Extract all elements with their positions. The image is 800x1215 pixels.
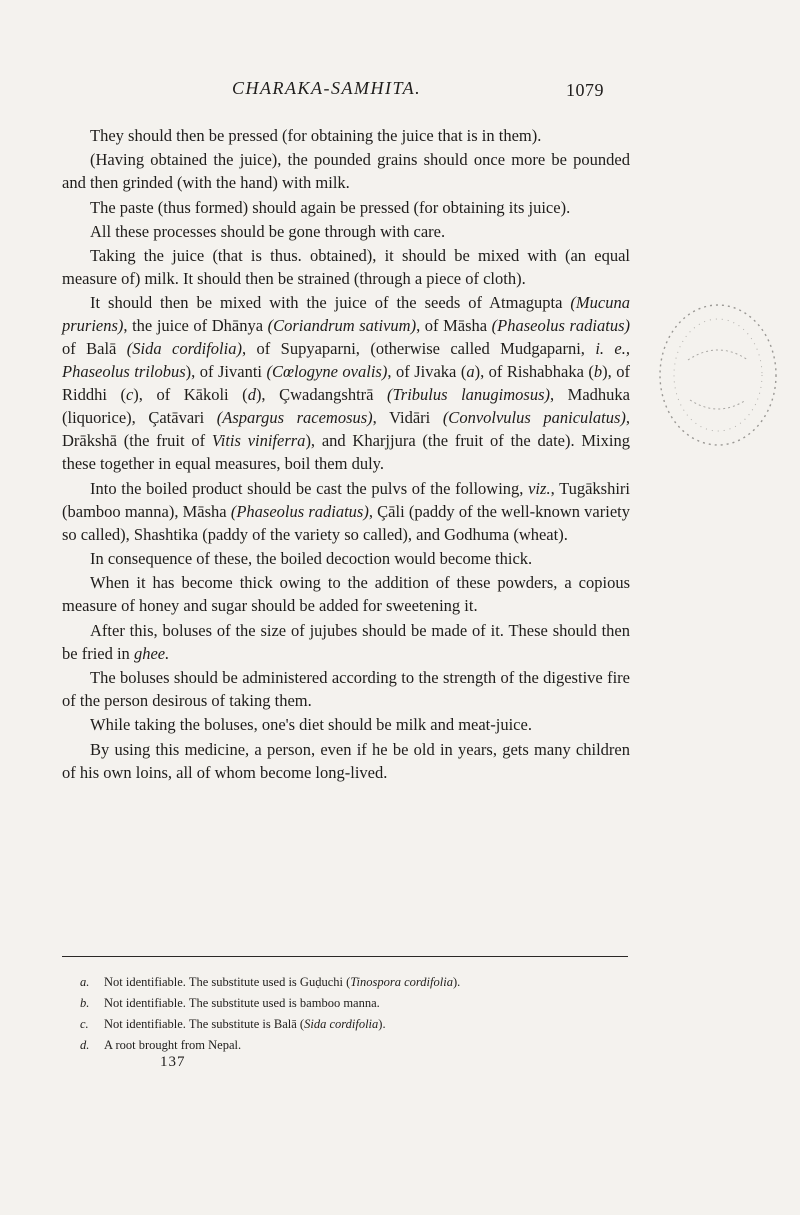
text-run: (Having obtained the juice), the pounded grains should once more be pounded and then grinded (with the hand) with milk. — [62, 150, 630, 193]
body-paragraph — [62, 196, 630, 219]
text-run: Not identifiable. The substitute is Balā ( — [104, 1017, 305, 1031]
italic-text: (Aspargus racemosus) — [216, 408, 373, 428]
text-run: ). — [452, 975, 461, 989]
footnote-mark: a. — [80, 975, 90, 989]
italic-text: (Mucuna pruriens) — [62, 293, 630, 336]
text-run: , Çāli (paddy of the well-known variety so called), Shashtika (paddy of the variety so called), and Godhuma (wheat). — [62, 501, 630, 544]
footnotes — [80, 972, 620, 1056]
italic-text: (Coriandrum sativum) — [267, 316, 417, 336]
body-paragraph — [62, 547, 630, 570]
text-run: , Tugākshiri (bamboo manna), Māsha — [62, 478, 631, 521]
text-run: By using this medicine, a person, even if he be old in years, gets many children of his own loins, all of whom become long-lived. — [62, 739, 630, 782]
footnote-text — [104, 996, 380, 1010]
text-run: ), of Jivanti — [185, 362, 267, 382]
text-run: ). — [378, 1017, 386, 1031]
footnote-text — [104, 1038, 241, 1052]
text-run: The paste (thus formed) should again be pressed (for obtaining its juice). — [90, 197, 571, 217]
footnote-mark: c. — [80, 1017, 89, 1031]
italic-text: viz. — [528, 478, 551, 498]
italic-text: i. e., Phaseolus trilobus — [62, 339, 631, 382]
text-run: It should then be mixed with the juice of the seeds of Atmagupta — [90, 293, 571, 313]
text-run: They should then be pressed (for obtaining the juice that is in them). — [90, 126, 542, 145]
text-run: ), of Rishabhaka ( — [474, 362, 594, 382]
body-paragraph — [62, 713, 630, 736]
footnote-divider — [62, 956, 628, 957]
text-run: , Vidāri — [372, 408, 443, 428]
italic-text: Sida cordifolia — [304, 1017, 379, 1031]
signature-mark: 137 — [160, 1054, 186, 1070]
italic-text: Vitis viniferra — [211, 431, 306, 451]
footnote-text — [104, 1017, 386, 1031]
text-run: of Balā — [62, 339, 127, 359]
text-run: After this, boluses of the size of jujubes should be made of it. These should then be fried in — [62, 620, 630, 663]
footnote-text — [104, 975, 460, 989]
body-paragraph — [62, 619, 630, 665]
text-run: A root brought from Nepal. — [104, 1038, 242, 1052]
text-run: , Drākshā (the fruit of — [62, 408, 630, 451]
body-paragraph — [62, 244, 630, 290]
text-run: , of Māsha — [416, 316, 492, 336]
library-stamp — [648, 290, 788, 460]
text-run: ), of Kākoli ( — [133, 385, 248, 405]
italic-text: (Sida cordifolia) — [126, 339, 242, 359]
italic-text: (Phaseolus radiatus) — [491, 316, 631, 336]
text-run: All these processes should be gone through with care. — [90, 221, 446, 241]
body-paragraph — [62, 571, 630, 617]
body-paragraph — [62, 477, 630, 546]
italic-text: (Convolvulus paniculatus) — [442, 408, 626, 428]
text-run: The boluses should be administered according to the strength of the digestive fire of the person desirous of taking them. — [62, 667, 630, 710]
italic-text: (Phaseolus radiatus) — [230, 501, 369, 521]
footnote-mark: d. — [80, 1038, 90, 1052]
body-paragraph — [62, 291, 630, 475]
italic-text: Tinospora cordifolia — [350, 975, 453, 989]
body-paragraph — [62, 738, 630, 784]
body-paragraph — [62, 148, 630, 194]
text-run: , the juice of Dhānya — [123, 316, 268, 336]
text-run: Not identifiable. The substitute used is Guḍuchi ( — [104, 975, 351, 989]
footnote — [80, 993, 620, 1014]
footnote — [80, 1035, 620, 1056]
text-run: In consequence of these, the boiled decoction would become thick. — [90, 549, 533, 569]
text-run: , Madhuka (liquorice), Çatāvari — [62, 385, 630, 428]
text-run: , of Jivaka ( — [387, 362, 467, 382]
text-run: ), of Riddhi ( — [62, 362, 630, 405]
italic-text: d — [247, 385, 256, 405]
italic-text: c — [125, 385, 134, 405]
italic-text: b — [593, 362, 603, 382]
footnote-mark: b. — [80, 996, 90, 1010]
text-run: When it has become thick owing to the addition of these powders, a copious measure of honey and sugar should be added for sweetening it. — [62, 573, 630, 616]
text-run: Not identifiable. The substitute used is bamboo manna. — [104, 996, 380, 1010]
page-number: 1079 — [566, 80, 604, 100]
text-run: ), Çwadangshtrā — [255, 385, 388, 405]
running-title: CHARAKA-SAMHITA. — [232, 78, 422, 98]
body-paragraph — [62, 124, 630, 147]
text-run: While taking the boluses, one's diet should be milk and meat-juice. — [90, 715, 532, 735]
italic-text: (Cœlogyne ovalis) — [266, 362, 388, 382]
text-run: Taking the juice (that is thus. obtained), it should be mixed with (an equal measure of) milk. It should then be strained (through a piece of cloth). — [62, 246, 630, 289]
body-paragraph — [62, 220, 630, 243]
body-paragraph — [62, 666, 630, 712]
footnote — [80, 1014, 620, 1035]
body-text — [62, 124, 630, 785]
page-header — [0, 78, 800, 108]
text-run: Into the boiled product should be cast the pulvs of the following, — [90, 478, 529, 498]
italic-text: (Tribulus lanugimosus) — [387, 385, 551, 405]
text-run: , of Supyaparni, (otherwise called Mudgaparni, — [241, 339, 596, 359]
italic-text: ghee. — [133, 643, 170, 663]
text-run: ), and Kharjjura (the fruit of the date). Mixing these together in equal measures, boil them duly. — [62, 431, 630, 474]
footnote — [80, 972, 620, 993]
italic-text: a — [466, 362, 475, 382]
